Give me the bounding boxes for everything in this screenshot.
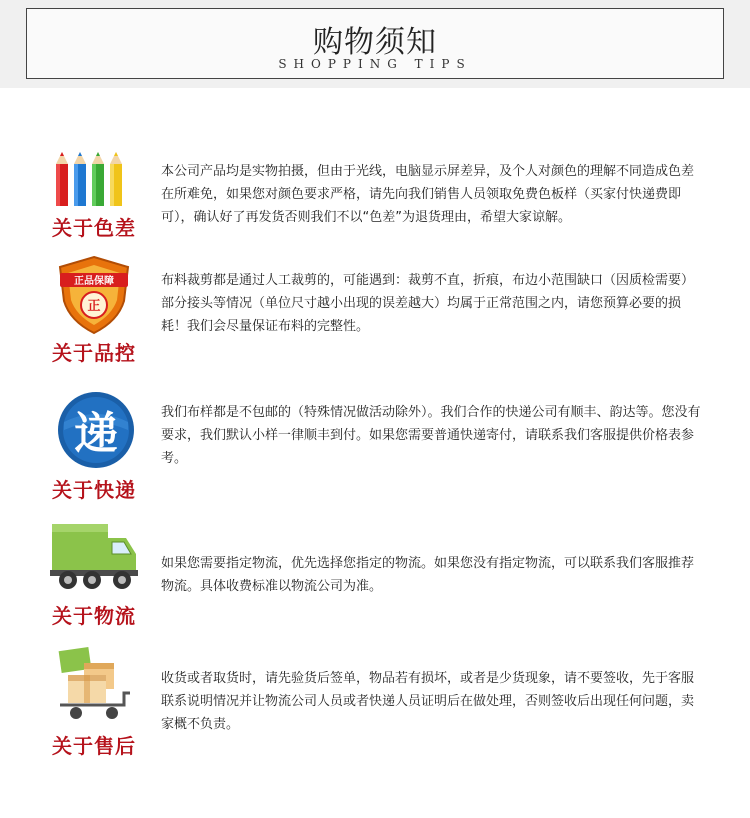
express-glyph: 递 [74, 408, 118, 459]
badge-text: 正品保障 [74, 276, 114, 287]
page-title: 购物须知 [313, 25, 437, 60]
quality-badge-icon [54, 255, 142, 317]
section-color-difference [0, 150, 750, 260]
header-box [26, 8, 724, 79]
section-quality-control [0, 255, 750, 365]
section-text: 本公司产品均是实物拍摄，但由于光线，电脑显示屏差异，及个人对颜色的理解不同造成色差在所难免，如果您对颜色要求严格，请先向我们销售人员领取免费色板样（买家付快递费即可），确认好了再发货否则我们不以“色差”为退货理由，希望大家谅解。 [161, 164, 695, 225]
header-band [0, 0, 750, 88]
section-logistics [0, 520, 750, 630]
section-text: 我们布样都是不包邮的（特殊情况做活动除外）。我们合作的快递公司有顺丰、韵达等。您没有要求，我们默认小样一律顺丰到付。如果您需要普通快递寄付，请联系我们客服提供价格表参考。 [161, 405, 701, 466]
section-text: 布料裁剪都是通过人工裁剪的，可能遇到：裁剪不直，折痕，布边小范围缺口（因质检需要）部分接头等情况（单位尺寸越小出现的误差越大）均属于正常范围之内，请您预算必要的损耗！我们会尽量保证布料的完整性。 [161, 273, 695, 334]
section-label: 关于售后 [52, 734, 136, 758]
express-delivery-icon [50, 392, 138, 459]
truck-icon [48, 520, 136, 582]
section-text: 收货或者取货时，请先验货后签单，物品若有损坏，或者是少货现象，请不要签收，先于客服联系说明情况并让物流公司人员或者快递人员证明后在做处理，否则签收后出现任何问题，卖家概不负责。 [161, 671, 695, 732]
section-express [0, 392, 750, 502]
section-label: 关于快递 [52, 478, 136, 502]
section-text: 如果您需要指定物流，优先选择您指定的物流。如果您没有指定物流，可以联系我们客服推荐物流。具体收费标准以物流公司为准。 [161, 556, 695, 594]
section-label: 关于色差 [52, 216, 136, 240]
badge-mark: 正 [87, 299, 101, 314]
section-label: 关于物流 [52, 604, 136, 628]
section-label: 关于品控 [52, 341, 136, 365]
package-cart-icon [50, 645, 138, 707]
colored-pencils-icon [50, 150, 138, 212]
section-after-sales [0, 645, 750, 758]
page-subtitle: SHOPPING TIPS [278, 57, 472, 71]
